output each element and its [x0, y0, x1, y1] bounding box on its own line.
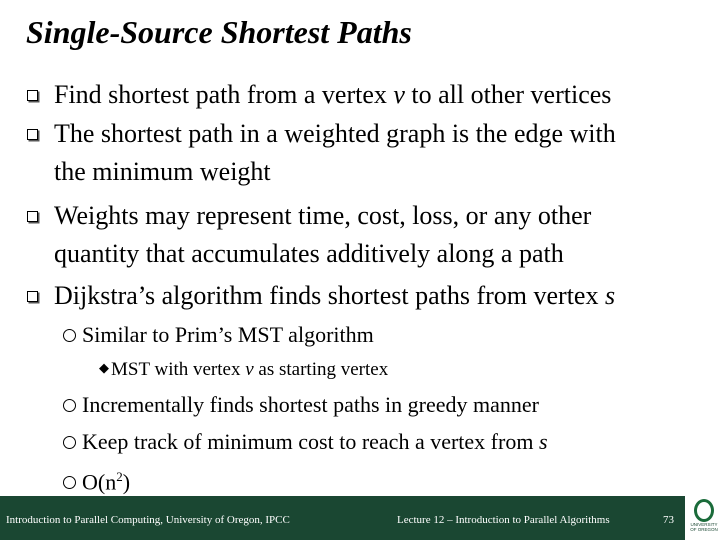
sub-bullet-2-text: Incrementally finds shortest paths in greedy manner	[82, 392, 539, 417]
sub-sub-bullet-var: v	[245, 359, 254, 380]
footer-course: Introduction to Parallel Computing, University of Oregon, IPCC	[6, 514, 290, 526]
square-bullet-icon	[27, 291, 38, 302]
bullet-1-var: v	[393, 80, 405, 109]
sub-bullet-2	[63, 392, 539, 418]
bullet-1-text: Find shortest path from a vertex	[54, 80, 394, 109]
bullet-4-text: Dijkstra’s algorithm finds shortest paths from vertex	[54, 281, 605, 310]
bullet-1	[54, 80, 611, 110]
bullet-2-line-1: The shortest path in a weighted graph is the edge with	[54, 119, 616, 148]
circle-bullet-icon	[63, 399, 76, 412]
sub-bullet-1-text: Similar to Prim’s MST algorithm	[82, 322, 374, 347]
sub-sub-bullet-1	[99, 357, 388, 381]
footer-bar	[0, 496, 685, 540]
circle-bullet-icon	[63, 476, 76, 489]
bullet-4-var: s	[604, 281, 616, 310]
sub-bullet-3	[63, 429, 548, 455]
bullet-3-line-1: Weights may represent time, cost, loss, or any other	[54, 201, 592, 230]
sub-bullet-3-text: Keep track of minimum cost to reach a vertex from	[82, 429, 539, 454]
sub-sub-bullet-text-end: as starting vertex	[253, 359, 389, 380]
square-bullet-icon	[27, 129, 38, 140]
sub-bullet-1	[63, 322, 374, 348]
slide-title: Single-Source Shortest Paths	[26, 14, 412, 50]
sub-sub-bullet-text: MST with vertex	[111, 359, 246, 380]
square-bullet-icon	[27, 90, 38, 101]
bullet-1-text-end: to all other vertices	[404, 80, 612, 109]
bullet-3-line-2: quantity that accumulates additively along a path	[54, 239, 564, 268]
sub-bullet-4	[63, 464, 130, 495]
logo-text-line-1: UNIVERSITY	[690, 522, 718, 527]
sub-bullet-4-text: O(n	[82, 469, 117, 495]
university-logo	[688, 496, 720, 540]
circle-bullet-icon	[63, 329, 76, 342]
sub-bullet-4-exponent: 2	[116, 469, 123, 484]
sub-bullet-3-var: s	[538, 429, 548, 454]
sub-bullet-4-text-end: )	[122, 469, 131, 495]
diamond-bullet-icon: ◆	[99, 360, 109, 375]
oregon-o-icon	[694, 499, 714, 522]
circle-bullet-icon	[63, 436, 76, 449]
logo-text	[688, 522, 720, 532]
page-number: 73	[663, 514, 674, 526]
bullet-4	[54, 281, 615, 311]
logo-text-line-2: OF OREGON	[690, 527, 718, 532]
bullet-2-line-2: the minimum weight	[54, 157, 271, 186]
footer-lecture: Lecture 12 – Introduction to Parallel Algorithms	[397, 514, 610, 526]
square-bullet-icon	[27, 211, 38, 222]
